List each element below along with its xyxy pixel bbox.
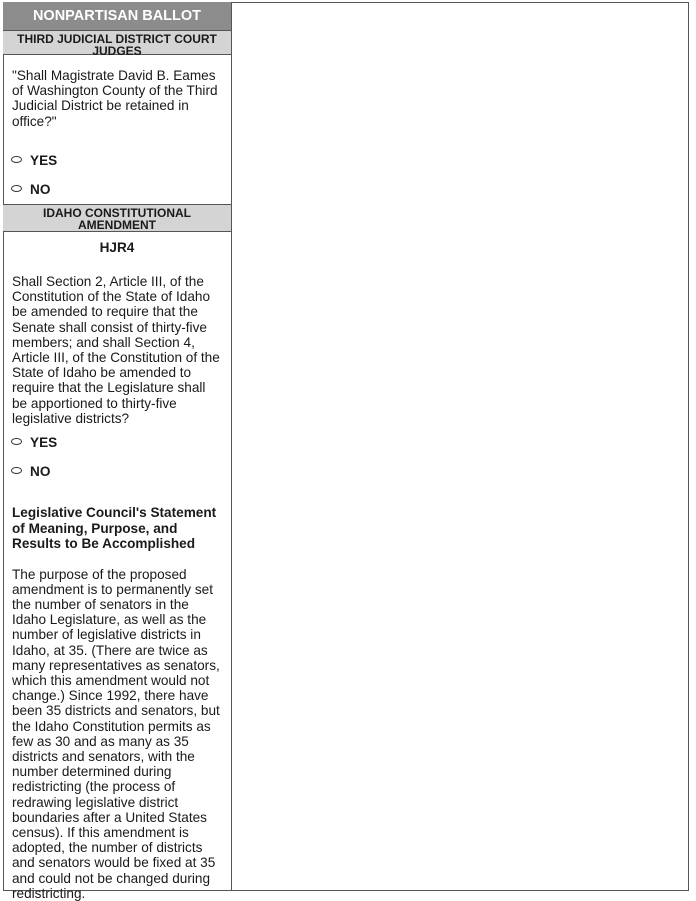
statement-body: The purpose of the proposed amendment is to permanently set the number of senators in the Idaho Legislature, as well as the number of legislative districts in Idaho, at 35. (There are twice as many representatives as senators, which this amendment would not change.) Since 1992, there have been 35 districts and senators, but the Idaho Constitution permits as few as 30 and as many as 35 districts and senators, with the number determined during redistricting (the process of redrawing legislative district boundaries after a United States census). If this amendment is adopted, the number of districts and senators would be fixed at 35 and could not be changed during redistricting. [12,566,220,901]
option-label: YES [30,435,58,450]
measure-id: HJR4 [99,240,135,255]
judicial-retention-question: "Shall Magistrate David B. Eames of Washington County of the Third Judicial District be retained in office?" [12,68,218,129]
amendment-question: Shall Section 2, Article III, of the Constitution of the State of Idaho be amended to require that the Senate shall consist of thirty-five members; and shall Section 4, Article III, of the Constitution of the State of Idaho be amended to require that the Legislature shall be apportioned to thirty-five legislative districts? [12,274,220,426]
vote-oval-icon[interactable] [11,156,22,163]
amendment-header-line1: IDAHO CONSTITUTIONAL [43,206,191,220]
option-label: YES [30,153,58,168]
vote-oval-icon[interactable] [11,467,22,474]
judicial-option-yes[interactable] [3,146,231,175]
vote-oval-icon[interactable] [11,438,22,445]
ballot-title: NONPARTISAN BALLOT [3,2,231,31]
amendment-option-no[interactable] [3,457,231,486]
amendment-option-yes[interactable] [3,428,231,457]
statement-title: Legislative Council's Statement of Meaning, Purpose, and Results to Be Accomplished [12,505,217,551]
vote-oval-icon[interactable] [11,185,22,192]
option-label: NO [30,182,51,197]
ballot-column [3,2,232,901]
amendment-header-line2: AMENDMENT [78,218,156,232]
judicial-race-header: THIRD JUDICIAL DISTRICT COURT JUDGES [3,31,231,55]
judicial-option-no[interactable] [3,175,231,204]
amendment-header [3,204,231,232]
option-label: NO [30,464,51,479]
